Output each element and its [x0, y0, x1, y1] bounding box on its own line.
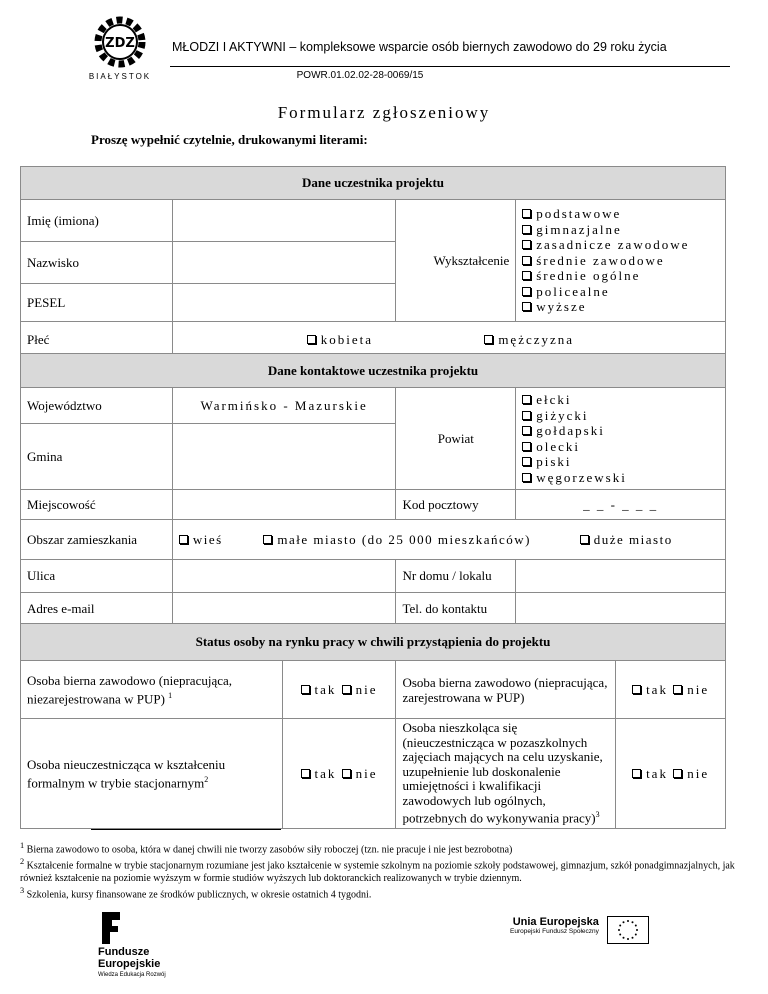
logo-text: ZDZ	[105, 36, 135, 51]
fe-logo-icon	[98, 910, 124, 946]
county-option[interactable]: węgorzewski	[522, 470, 719, 486]
status-q1-options	[282, 661, 396, 719]
checkbox-icon[interactable]	[484, 335, 493, 344]
education-option[interactable]: zasadnicze zawodowe	[522, 237, 719, 253]
education-option[interactable]: wyższe	[522, 299, 719, 315]
q4-no-option[interactable]: nie	[673, 766, 709, 781]
house-field[interactable]	[516, 560, 726, 593]
checkbox-icon[interactable]	[632, 769, 641, 778]
education-options	[516, 200, 726, 322]
form-title: Formularz zgłoszeniowy	[277, 103, 491, 122]
checkbox-icon[interactable]	[673, 685, 682, 694]
funds-line2: Europejskie	[98, 958, 161, 970]
county-option[interactable]: ełcki	[522, 392, 719, 408]
checkbox-icon[interactable]	[673, 769, 682, 778]
eu-title: Unia Europejska	[512, 916, 599, 928]
checkbox-icon[interactable]	[522, 426, 531, 435]
checkbox-icon[interactable]	[301, 769, 310, 778]
area-options	[172, 520, 725, 560]
status-q3-label: Osoba nieuczestnicząca w kształceniu formalnym w trybie stacjonarnym$^2$	[21, 719, 283, 829]
postal-field[interactable]: _ _ - _ _ _	[516, 490, 726, 520]
county-option[interactable]: olecki	[522, 439, 719, 455]
locality-field[interactable]	[172, 490, 396, 520]
q3-yes-option[interactable]: tak	[301, 766, 337, 781]
gender-female-option[interactable]: kobieta	[307, 332, 373, 348]
checkbox-icon[interactable]	[263, 535, 272, 544]
checkbox-icon[interactable]	[522, 209, 531, 218]
checkbox-icon[interactable]	[522, 225, 531, 234]
zdz-logo	[80, 14, 160, 82]
checkbox-icon[interactable]	[632, 685, 641, 694]
status-heading: Status osoby na rynku pracy w chwili przystąpienia do projektu	[21, 624, 726, 661]
education-option[interactable]: policealne	[522, 284, 719, 300]
street-label: Ulica	[21, 560, 173, 593]
checkbox-icon[interactable]	[522, 442, 531, 451]
q1-no-option[interactable]: nie	[342, 682, 378, 697]
area-village-option[interactable]: wieś	[179, 532, 223, 547]
project-title: MŁODZI I AKTYWNI – kompleksowe wsparcie osób biernych zawodowo do 29 roku życia	[170, 40, 730, 67]
fundusze-europejskie-logo	[98, 910, 166, 978]
q1-yes-option[interactable]: tak	[301, 682, 337, 697]
status-q2-options	[616, 661, 726, 719]
status-q4-label: Osoba nieszkoląca się (nieuczestnicząca w pozaszkolnych zajęciach mających na celu uzyskanie, uzupełnienie lub doskonalenie umiejętności i kwalifikacji zawodowych lub ogólnych, potrzebnych do wykonywania pracy)$^3$	[396, 719, 616, 829]
pesel-label: PESEL	[21, 284, 173, 322]
footnote-divider	[91, 829, 281, 830]
q2-no-option[interactable]: nie	[673, 682, 709, 697]
phone-field[interactable]	[516, 593, 726, 625]
phone-label: Tel. do kontaktu	[396, 593, 516, 625]
funds-sub: Wiedza Edukacja Rozwój	[98, 972, 166, 978]
q4-yes-option[interactable]: tak	[632, 766, 668, 781]
checkbox-icon[interactable]	[522, 395, 531, 404]
contact-heading: Dane kontaktowe uczestnika projektu	[21, 354, 726, 388]
checkbox-icon[interactable]	[522, 240, 531, 249]
county-options	[516, 388, 726, 490]
instruction: Proszę wypełnić czytelnie, drukowanymi literami:	[91, 132, 368, 147]
checkbox-icon[interactable]	[342, 685, 351, 694]
voivodeship-value: Warmińsko - Mazurskie	[172, 388, 396, 424]
house-label: Nr domu / lokalu	[396, 560, 516, 593]
status-q1-label: Osoba bierna zawodowo (niepracująca, niezarejestrowana w PUP) $^1$	[21, 661, 283, 719]
postal-label: Kod pocztowy	[396, 490, 516, 520]
eu-sub: Europejski Fundusz Społeczny	[510, 928, 599, 935]
last-name-field[interactable]	[172, 242, 396, 284]
checkbox-icon[interactable]	[307, 335, 316, 344]
checkbox-icon[interactable]	[522, 302, 531, 311]
commune-label: Gmina	[21, 424, 173, 490]
status-q4-options	[616, 719, 726, 829]
footnotes	[20, 840, 750, 901]
footnote: $^3$ Szkolenia, kursy finansowane ze środków publicznych, w okresie ostatnich 4 tygodni.	[20, 885, 372, 900]
checkbox-icon[interactable]	[522, 287, 531, 296]
education-option[interactable]: średnie ogólne	[522, 268, 719, 284]
checkbox-icon[interactable]	[522, 473, 531, 482]
checkbox-icon[interactable]	[522, 411, 531, 420]
education-option[interactable]: podstawowe	[522, 206, 719, 222]
last-name-label: Nazwisko	[21, 242, 173, 284]
voivodeship-label: Województwo	[21, 388, 173, 424]
county-option[interactable]: piski	[522, 454, 719, 470]
logo-city: BIAŁYSTOK	[88, 72, 152, 81]
footnote: $^1$ Bierna zawodowo to osoba, która w danej chwili nie tworzy zasobów siły roboczej (tzn. nie pracuje i nie jest bezrobotna)	[20, 841, 513, 856]
checkbox-icon[interactable]	[522, 271, 531, 280]
participant-table	[20, 166, 726, 358]
q2-yes-option[interactable]: tak	[632, 682, 668, 697]
eu-flag-icon	[607, 916, 649, 944]
checkbox-icon[interactable]	[342, 769, 351, 778]
locality-label: Miejscowość	[21, 490, 173, 520]
q3-no-option[interactable]: nie	[342, 766, 378, 781]
status-q3-options	[282, 719, 396, 829]
checkbox-icon[interactable]	[522, 457, 531, 466]
checkbox-icon[interactable]	[522, 256, 531, 265]
commune-field[interactable]	[172, 424, 396, 490]
street-field[interactable]	[172, 560, 396, 593]
status-q2-label: Osoba bierna zawodowo (niepracująca, zarejestrowana w PUP)	[396, 661, 616, 719]
education-option[interactable]: gimnazjalne	[522, 222, 719, 238]
participant-heading: Dane uczestnika projektu	[21, 167, 726, 200]
checkbox-icon[interactable]	[179, 535, 188, 544]
first-name-field[interactable]	[172, 200, 396, 242]
county-label: Powiat	[396, 388, 516, 490]
checkbox-icon[interactable]	[580, 535, 589, 544]
project-code: POWR.01.02.02-28-0069/15	[296, 70, 424, 81]
status-table	[20, 623, 726, 829]
education-option[interactable]: średnie zawodowe	[522, 253, 719, 269]
footnote: $^2$ Kształcenie formalne w trybie stacjonarnym rozumiane jest jako kształcenie w systemie szkolnym na poziomie szkoły podstawowej, gimnazjum, szkół ponadgimnazjalnych, jak również kształcenie na poziomie wyższym w formie studiów wyższych lub doktoranckich realizowanych w trybie dziennym.	[20, 857, 735, 884]
gender-label: Płeć	[21, 322, 173, 358]
area-big-city-option[interactable]: duże miasto	[580, 532, 673, 547]
area-label: Obszar zamieszkania	[21, 520, 173, 560]
county-option[interactable]: giżycki	[522, 408, 719, 424]
county-option[interactable]: gołdapski	[522, 423, 719, 439]
first-name-label: Imię (imiona)	[21, 200, 173, 242]
email-label: Adres e-mail	[21, 593, 173, 625]
funds-line1: Fundusze	[98, 946, 150, 958]
pesel-field[interactable]	[172, 284, 396, 322]
gear-logo-icon	[92, 14, 148, 70]
email-field[interactable]	[172, 593, 396, 625]
education-label: Wykształcenie	[396, 200, 516, 322]
checkbox-icon[interactable]	[301, 685, 310, 694]
area-small-town-option[interactable]: małe miasto (do 25 000 mieszkańców)	[263, 532, 531, 547]
eu-logo	[510, 916, 649, 944]
gender-male-option[interactable]: mężczyzna	[484, 332, 574, 348]
contact-table	[20, 353, 726, 625]
